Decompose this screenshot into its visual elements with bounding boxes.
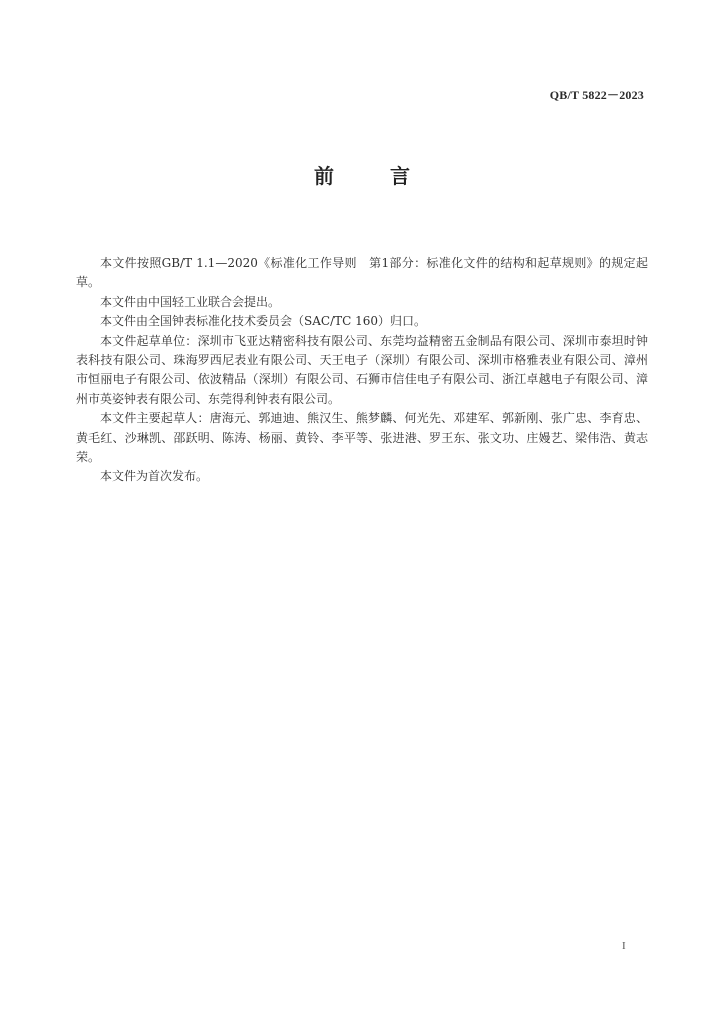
page-title: 前 言 xyxy=(314,164,428,188)
paragraph-proposer: 本文件由中国轻工业联合会提出。 xyxy=(100,294,281,309)
foreword-body xyxy=(76,254,648,487)
page-number: I xyxy=(622,940,626,952)
paragraph-administrator: 本文件由全国钟表标准化技术委员会（SAC/TC 160）归口。 xyxy=(100,314,427,329)
paragraph-first-release: 本文件为首次发布。 xyxy=(100,469,209,484)
standard-code: QB/T 5822－2023 xyxy=(549,88,644,102)
paragraph-drafters: 本文件主要起草人：唐海元、郭迪迪、熊汉生、熊梦麟、何光先、邓建军、郭新刚、张广忠、李育忠、黄毛红、沙琳凯、邵跃明、陈涛、杨丽、黄铃、李平等、张进港、罗王东、张文功、庄嫚艺、梁伟浩、黄志荣。 xyxy=(76,411,648,465)
paragraph-drafting-units: 本文件起草单位：深圳市飞亚达精密科技有限公司、东莞均益精密五金制品有限公司、深圳市泰坦时钟表科技有限公司、珠海罗西尼表业有限公司、天王电子（深圳）有限公司、深圳市格雅表业有限公司、漳州市恒丽电子有限公司、依波精品（深圳）有限公司、石狮市信佳电子有限公司、浙江卓越电子有限公司、漳州市英姿钟表有限公司、东莞得利钟表有限公司。 xyxy=(76,333,648,406)
paragraph-drafting-rules: 本文件按照GB/T 1.1—2020《标准化工作导则 第1部分：标准化文件的结构和起草规则》的规定起草。 xyxy=(76,256,648,290)
